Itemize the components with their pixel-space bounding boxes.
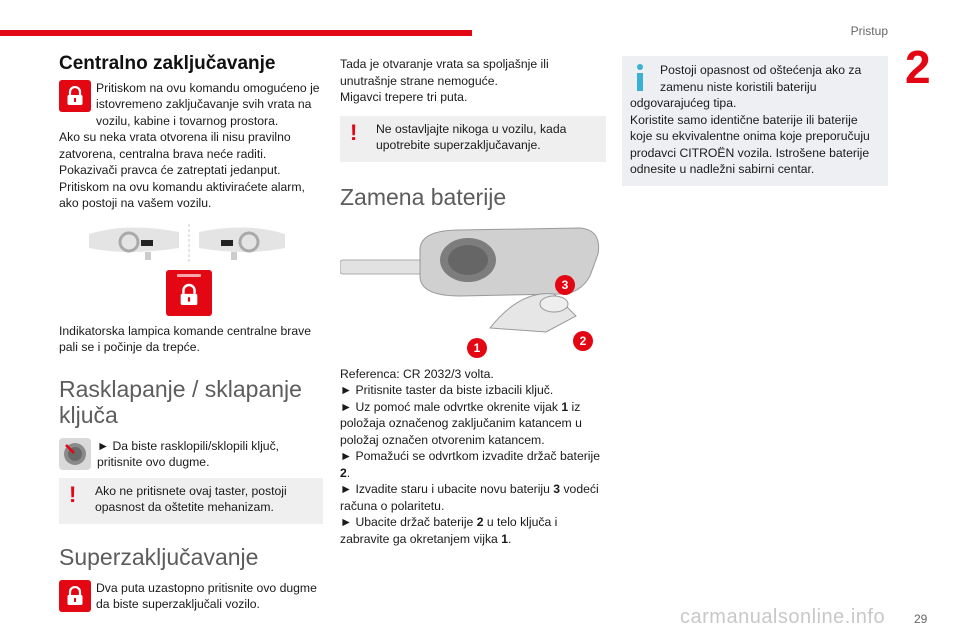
info-icon bbox=[630, 62, 652, 92]
key-battery-illustration bbox=[340, 220, 606, 360]
super-locking-warning bbox=[340, 116, 606, 162]
warning-icon: ! bbox=[69, 481, 77, 507]
battery-title: Zamena baterije bbox=[340, 183, 507, 210]
lock-icon bbox=[59, 580, 91, 612]
battery-info-box bbox=[622, 56, 888, 186]
lock-indicator-illustration bbox=[166, 270, 212, 316]
dashboard-illustration bbox=[87, 222, 287, 264]
super-locking-continued: Tada je otvaranje vrata sa spoljašnje ili unutrašnje strane nemoguće. Migavci trepere tri puta. bbox=[340, 57, 549, 104]
super-locking-block bbox=[59, 580, 323, 613]
central-locking-block bbox=[59, 80, 323, 212]
callout-3: 3 bbox=[555, 275, 575, 295]
column-left bbox=[59, 53, 323, 614]
key-release-button-icon bbox=[59, 438, 91, 470]
watermark: carmanualsonline.info bbox=[680, 606, 886, 628]
battery-step-1: ► Pritisnite taster da biste izbacili ključ. bbox=[340, 383, 554, 397]
central-locking-intro: Pritiskom na ovu komandu omogućeno je istovremeno zaključavanje svih vrata na vozilu, kabine i tovarnog prostora. bbox=[96, 80, 320, 128]
fold-key-text: ► Da biste rasklopili/sklopili ključ, pritisnite ovo dugme. bbox=[97, 438, 280, 469]
indicator-text: Indikatorska lampica komande centralne brave pali se i počinje da trepće. bbox=[59, 323, 312, 354]
central-locking-text: Ako su neka vrata otvorena ili nisu pravilno zatvorena, centralna brava neće raditi. Pokazivači pravca će zatreptati jedanput. Pritiskom na ovu komandu aktiviraćete alarm, ako postoji na vašem vozilu. bbox=[59, 130, 305, 210]
fold-key-title: Rasklapanje / sklapanje ključa bbox=[59, 375, 302, 428]
warning-icon: ! bbox=[350, 119, 358, 145]
battery-info-text: Postoji opasnost od oštećenja ako za zamenu niste koristili bateriju odgovarajućeg tipa. Koristite samo identične baterije ili baterije koje su ekvivalentne onima koje preporučuju prodavci CITROËN vozila. Istrošene baterije odnesite u nadležni sabirni centar. bbox=[630, 63, 870, 176]
page-number: 29 bbox=[914, 612, 928, 626]
fold-key-warning-text: Ako ne pritisnete ovaj taster, postoji opasnost da oštetite mehanizam. bbox=[95, 483, 287, 514]
super-locking-warning-text: Ne ostavljajte nikoga u vozilu, kada upotrebite superzaključavanje. bbox=[376, 121, 567, 152]
battery-reference: Referenca: CR 2032/3 volta. bbox=[340, 366, 494, 381]
battery-step-3: ► Pomažući se odvrtkom izvadite držač baterije 2. bbox=[340, 449, 600, 480]
header-accent-bar bbox=[0, 30, 472, 36]
chapter-number: 2 bbox=[905, 41, 931, 93]
super-locking-title: Superzaključavanje bbox=[59, 543, 259, 570]
battery-step-5: ► Ubacite držač baterije 2 u telo ključa i zabravite ga okretanjem vijka 1. bbox=[340, 515, 558, 546]
battery-step-4: ► Izvadite staru i ubacite novu bateriju 3 vodeći računa o polaritetu. bbox=[340, 482, 599, 513]
section-title: Pristup bbox=[850, 24, 888, 38]
column-right bbox=[622, 56, 888, 186]
callout-1: 1 bbox=[467, 338, 487, 358]
battery-instructions bbox=[340, 366, 606, 548]
fold-key-block bbox=[59, 438, 323, 472]
battery-step-2: ► Uz pomoć male odvrtke okrenite vijak 1 iz položaja označenog zaključanim katancem u položaj označen otvorenim katancem. bbox=[340, 399, 582, 447]
lock-icon bbox=[59, 80, 91, 112]
central-locking-title: Centralno zaključavanje bbox=[59, 53, 276, 74]
callout-2: 2 bbox=[573, 331, 593, 351]
fold-key-warning bbox=[59, 478, 323, 524]
column-middle bbox=[340, 56, 606, 547]
super-locking-text: Dva puta uzastopno pritisnite ovo dugme da biste superzaključali vozilo. bbox=[96, 580, 317, 611]
